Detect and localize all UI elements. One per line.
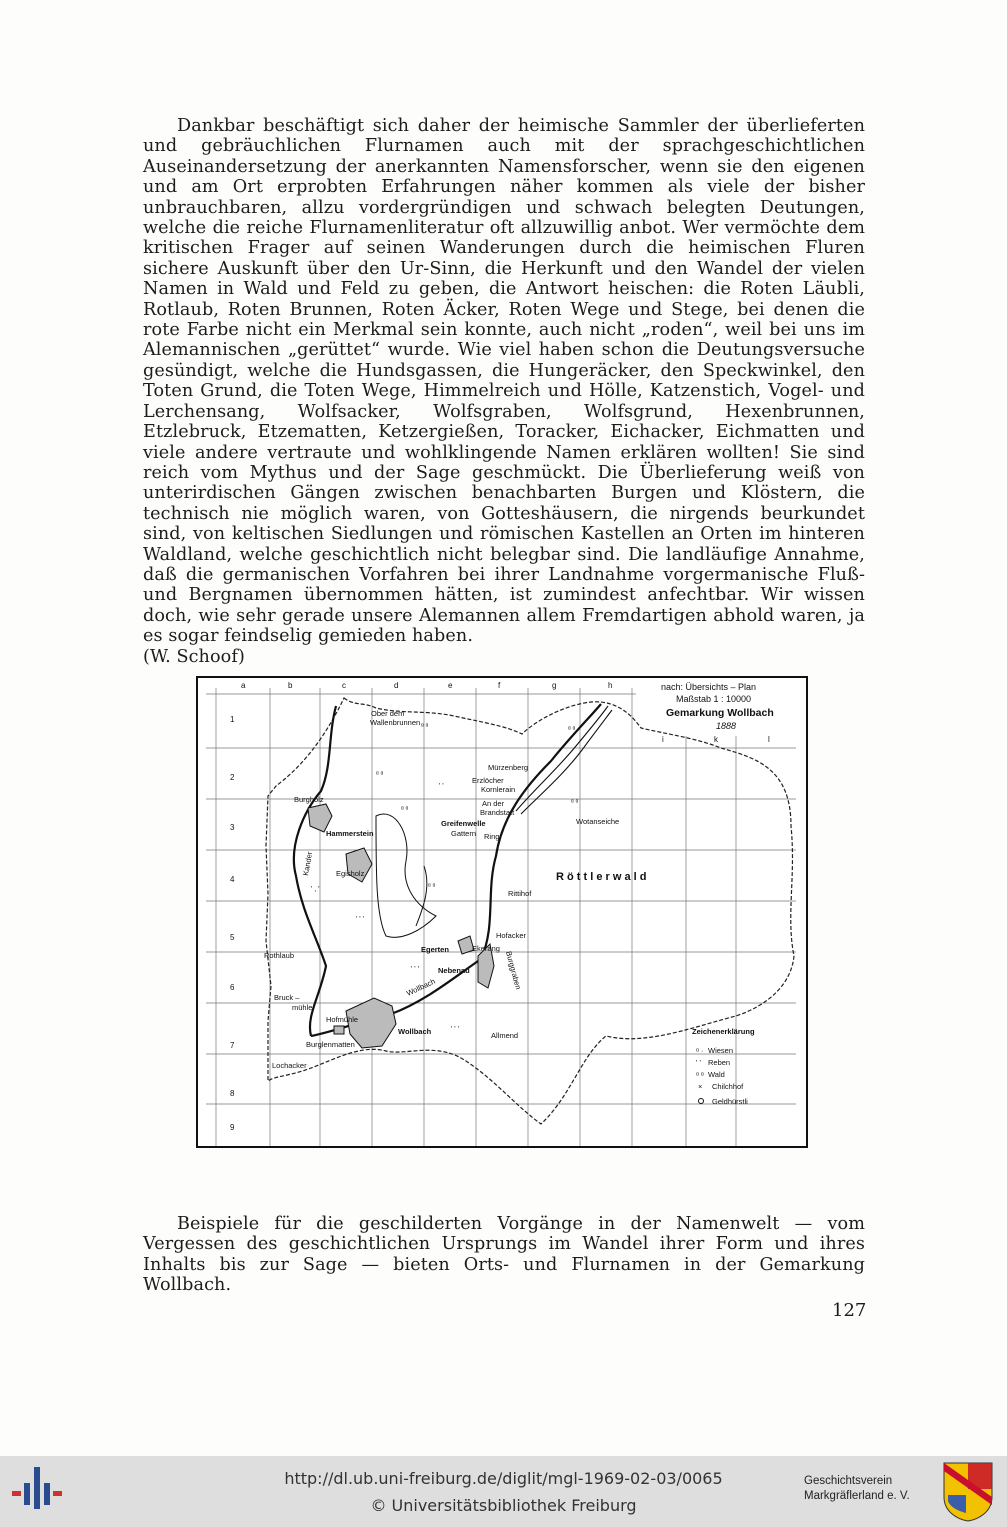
label-wollbach-village: Wollbach [398,1027,432,1036]
svg-text:' ' ': ' ' ' [356,916,364,923]
grid-col-e: e [448,681,453,690]
svg-text:ᵅ ᵅ: ᵅ ᵅ [376,771,384,778]
svg-text:' ' ': ' ' ' [411,966,419,973]
legend-geldhurstli: Geldhürstli [712,1097,748,1106]
label-an-der: An der [482,799,505,808]
grid-col-l: l [768,735,770,744]
label-rittihof: Rittihof [508,889,532,898]
label-gattern: Gattern [451,829,477,838]
paragraph-1 [143,116,865,667]
grid-row-4: 4 [230,875,235,884]
label-ring: Ring [484,832,500,841]
legend-wiesen: Wiesen [708,1046,734,1055]
grid-row-8: 8 [230,1089,235,1098]
label-hofmuhle: Hofmühle [326,1015,359,1024]
label-burggraben: Burggraben [504,950,523,991]
svg-text:' ': ' ' [696,1058,701,1067]
svg-text:ᵅ ᵅ: ᵅ ᵅ [571,799,579,806]
legend-wald: Wald [708,1070,725,1079]
grid-row-1: 1 [230,715,235,724]
label-rothlaub: Rothlaub [264,951,295,960]
grid-row-7: 7 [230,1041,235,1050]
paragraph-1-text: Dankbar beschäftigt sich daher der heimische Sammler der überlieferten und gebräuchlichen Flurnamen auch mit der sprachgeschichtlichen Auseinandersetzung der anerkannten Namensforscher, wenn sie den eigenen und am Ort erprobten Erfahrungen näher kommen als viele der bisher unbrauchbaren, allzu vordergründigen und schwach belegten Deutungen, welche die reiche Flurnamenliteratur oft allzuwillig anbot. Wer vermöchte dem kritischen Frager auf seinen Wanderungen durch die heimischen Fluren sichere Auskunft über den Ur-Sinn, die Herkunft und den Wandel der vielen Namen in Wald und Feld zu geben, die Antwort heischen: die Roten Läubli, Rotlaub, Roten Brunnen, Roten Äcker, Roten Wege und Stege, bei denen die rote Farbe nicht ein Merkmal sein konnte, auch nicht „roden“, weil bei uns im Alemannischen „gerüttet“ wurde. Wie viel haben schon die Deutungsversuche gesündigt, welche die Hundsgassen, die Hungeräcker, den Speckwinkel, den Toten Grund, die Toten Wege, Himmelreich und Hölle, Katzenstich, Vogel- und Lerchensang, Wolfsacker, Wolfsgraben, Wolfsgrund, Hexenbrunnen, Etzlebruck, Etzematten, Ketzergießen, Toracker, Eichacker, Eichmatten und viele andere vertraute und wohlklingende Namen erklären wollten! Sie sind reich vom Mythus und der Sage geschmückt. Die Überlieferung weiß von unterirdischen Gängen zwischen benachbarten Burgen und Klöstern, die technisch nie möglich waren, von Gotteshäusern, die nirgends beurkundet sind, von keltischen Siedlungen und römischen Kastellen an Orten im hinteren Waldland, welche geschichtlich nicht belegbar sind. Die landläufige Annahme, daß die germanischen Vorfahren bei ihrer Landnahme vorgermanische Fluß- und Bergnamen übernommen hätten, ist zumindest anfechtbar. Wir wissen doch, wie sehr gerade unsere Alemannen allem Fremdartigen abhold waren, ja es sogar feindselig gemieden haben. [143,116,865,647]
svg-text:ᵅ ·: ᵅ · [696,1046,704,1055]
label-murzenberg: Mürzenberg [488,763,529,772]
grid-col-d: d [394,681,399,690]
label-hofacker: Hofacker [496,931,527,940]
legend-title: Zeichenerklärung [692,1027,755,1036]
author-signature: (W. Schoof) [143,646,245,667]
label-hammerstein: Hammerstein [326,829,374,838]
grid-col-g: g [552,681,557,690]
grid-col-b: b [288,681,293,690]
svg-text:' , ': ' , ' [311,886,320,893]
grid-row-6: 6 [230,983,235,992]
label-nebenau: Nebenau [438,966,470,975]
grid-row-9: 9 [230,1123,235,1132]
label-erzloecher: Erzlöcher [472,776,504,785]
label-burgholz: Burgholz [294,795,324,804]
grid-row-5: 5 [230,933,235,942]
footer-url-link[interactable]: http://dl.ub.uni-freiburg.de/diglit/mgl-1969-02-03/0065 [284,1469,723,1488]
page-number: 127 [832,1300,867,1321]
grid-row-2: 2 [230,773,235,782]
coat-of-arms-icon[interactable] [942,1461,994,1523]
svg-text:ᵅ ᵅ: ᵅ ᵅ [401,806,409,813]
label-wotanseiche: Wotanseiche [576,817,620,826]
label-allmend: Allmend [491,1031,519,1040]
svg-text:ᵅ ᵅ: ᵅ ᵅ [696,1070,704,1079]
label-brandstatt: Brandstatt [480,808,515,817]
grid-col-k: k [714,735,718,744]
grid-col-h: h [608,681,613,690]
label-wollbach-stream: Wollbach [405,976,437,998]
label-roettlerwald: R ö t t l e r w a l d [556,871,647,883]
label-kander: Kander [301,850,315,877]
label-egisholz: Egisholz [336,869,365,878]
label-ober-dem: Ober dem [371,709,405,718]
svg-text:' ': ' ' [439,783,444,790]
svg-text:×: × [698,1082,703,1091]
label-egerten: Egerten [421,945,449,954]
society-line-2: Markgräflerland e. V. [804,1490,910,1502]
label-muhle: mühle [292,1003,313,1012]
legend-chilchhof: Chilchhof [712,1082,744,1091]
society-line-1: Geschichtsverein [804,1475,893,1487]
label-burglenmatten: Burglenmatten [306,1040,355,1049]
label-bruck: Bruck – [274,993,300,1002]
svg-text:ᵅ ᵅ: ᵅ ᵅ [568,726,576,733]
map-title: Gemarkung Wollbach [666,707,774,719]
grid-col-c: c [342,681,346,690]
svg-text:ᵅ ᵅ: ᵅ ᵅ [421,723,429,730]
society-name[interactable] [804,1474,910,1504]
label-greifenwelle: Greifenwelle [441,819,486,828]
svg-text:ᵅ ᵅ: ᵅ ᵅ [428,883,436,890]
settlement-hofmuhle [334,1026,344,1034]
map-scale: Maßstab 1 : 10000 [676,694,752,704]
label-wallenbrunnen: Wallenbrunnen [370,718,421,727]
svg-text:' ' ': ' ' ' [451,1026,459,1033]
wollbach-map [196,676,808,1148]
grid-col-f: f [498,681,501,690]
legend-reben: Reben [708,1058,731,1067]
label-lochacker: Lochacker [272,1061,307,1070]
label-ekerang: Ekerang [472,944,500,953]
grid-row-3: 3 [230,823,235,832]
map-year: 1888 [716,721,737,731]
paragraph-2: Beispiele für die geschilderten Vorgänge in der Namenwelt — vom Vergessen des geschichtlichen Ursprungs im Wandel ihrer Form und ihres Inhalts bis zur Sage — bieten Orts- und Flurnamen in der Gemarkung Wollbach. [143,1214,865,1296]
footer-copyright: © Universitätsbibliothek Freiburg [370,1496,637,1515]
grid-col-i: i [662,735,664,744]
label-kornlerain: Kornlerain [481,785,516,794]
footer-bar [0,1456,1007,1527]
map-source: nach: Übersichts – Plan [661,682,757,692]
grid-col-a: a [241,681,246,690]
